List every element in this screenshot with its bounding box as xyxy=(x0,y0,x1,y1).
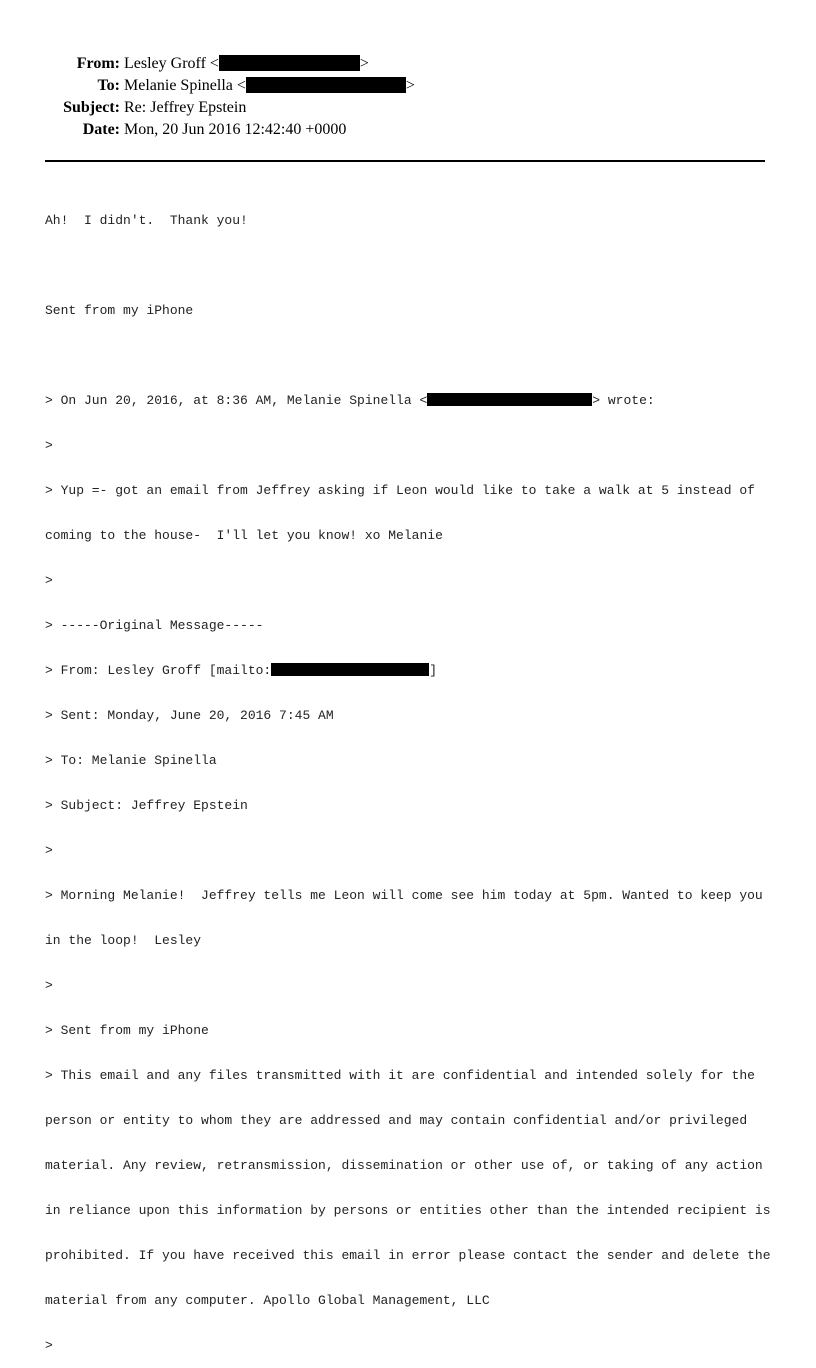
quote-line: > xyxy=(45,573,53,588)
date-label: Date: xyxy=(82,121,120,138)
disclaimer-line: person or entity to whom they are addressed and may contain confidential and/or privileged xyxy=(45,1113,748,1128)
quote-attribution-end: > wrote: xyxy=(592,393,655,408)
email-body xyxy=(45,183,775,1368)
quote-attribution-line xyxy=(45,393,775,408)
to-name: Melanie Spinella < xyxy=(124,77,246,94)
quote-line: > xyxy=(45,843,53,858)
quote-line: in the loop! Lesley xyxy=(45,933,202,948)
from-label: From: xyxy=(76,55,120,72)
date-value: Mon, 20 Jun 2016 12:42:40 +0000 xyxy=(124,121,347,138)
subject-label: Subject: xyxy=(63,99,120,116)
quote-line: > To: Melanie Spinella xyxy=(45,753,217,768)
body-line: Sent from my iPhone xyxy=(45,303,194,318)
to-label: To: xyxy=(97,77,120,94)
quote-line: > Yup =- got an email from Jeffrey asking if Leon would like to take a walk at 5 instead of xyxy=(45,483,755,498)
disclaimer-line: in reliance upon this information by persons or entities other than the intended recipient is xyxy=(45,1203,771,1218)
header-divider xyxy=(45,160,765,162)
redaction-box xyxy=(271,663,429,676)
quote-attribution-start: > On Jun 20, 2016, at 8:36 AM, Melanie Spinella < xyxy=(45,393,428,408)
body-line: Ah! I didn't. Thank you! xyxy=(45,213,248,228)
quote-line: coming to the house- I'll let you know! xo Melanie xyxy=(45,528,443,543)
disclaimer-line: material. Any review, retransmission, dissemination or other use of, or taking of any action xyxy=(45,1158,763,1173)
subject-value: Re: Jeffrey Epstein xyxy=(124,99,247,116)
redaction-box xyxy=(427,393,592,406)
quote-line: > xyxy=(45,438,53,453)
to-value xyxy=(124,75,415,97)
redaction-box xyxy=(219,55,360,71)
disclaimer-line: material from any computer. Apollo Global Management, LLC xyxy=(45,1293,490,1308)
quote-line: > Morning Melanie! Jeffrey tells me Leon will come see him today at 5pm. Wanted to keep you xyxy=(45,888,763,903)
quote-line: > Sent: Monday, June 20, 2016 7:45 AM xyxy=(45,708,334,723)
blank-line xyxy=(45,348,775,363)
quote-from-end: ] xyxy=(429,663,438,678)
quote-from-start: > From: Lesley Groff [mailto: xyxy=(45,663,272,678)
quote-line: > Sent from my iPhone xyxy=(45,1023,209,1038)
quote-from-line xyxy=(45,663,775,678)
quote-line: > xyxy=(45,978,53,993)
disclaimer-line: > This email and any files transmitted with it are confidential and intended solely for the xyxy=(45,1068,755,1083)
from-close: > xyxy=(359,55,369,72)
quote-line: > -----Original Message----- xyxy=(45,618,264,633)
to-close: > xyxy=(405,77,415,94)
redaction-box xyxy=(246,77,406,93)
quote-line: > Subject: Jeffrey Epstein xyxy=(45,798,248,813)
blank-line xyxy=(45,258,775,273)
from-name: Lesley Groff < xyxy=(124,55,219,72)
quote-line: > xyxy=(45,1338,53,1353)
disclaimer-line: prohibited. If you have received this email in error please contact the sender and delete the xyxy=(45,1248,771,1263)
from-value xyxy=(124,53,369,75)
